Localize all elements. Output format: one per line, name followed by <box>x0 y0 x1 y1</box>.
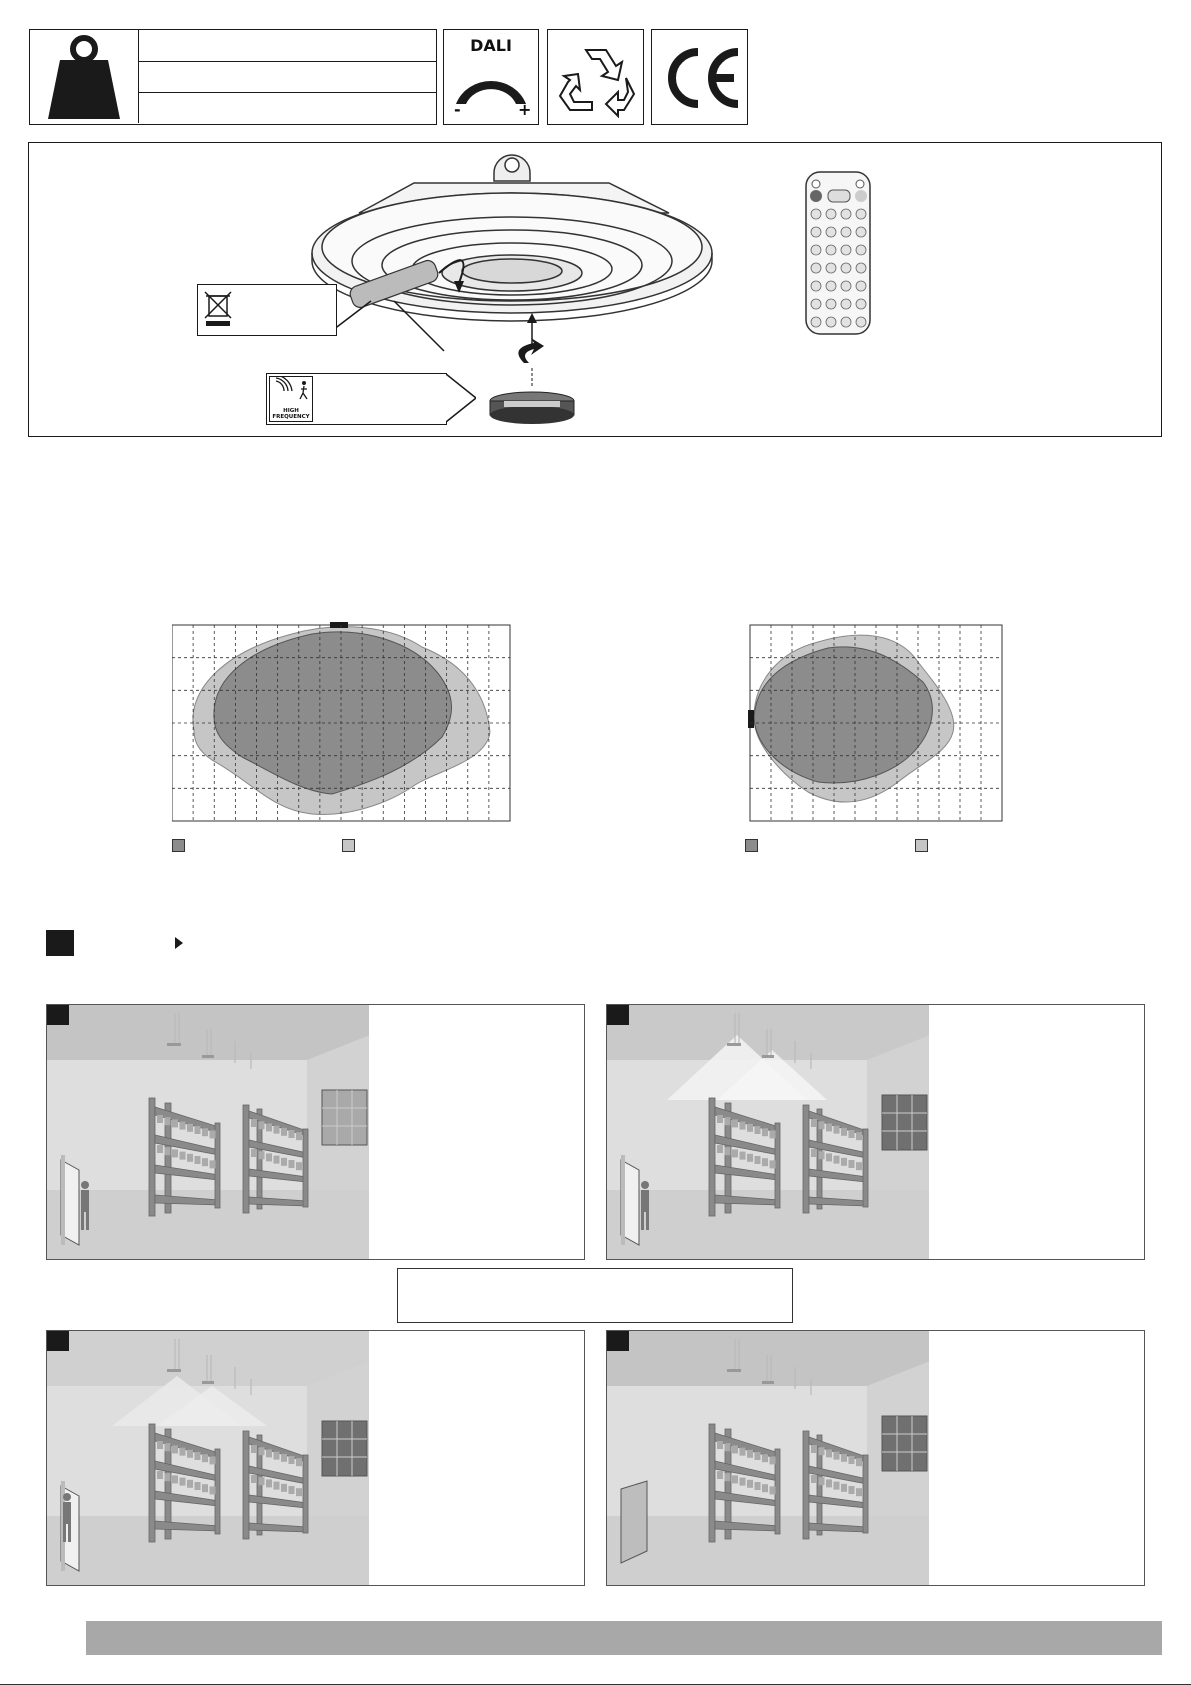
warehouse-scene-3 <box>46 1330 585 1586</box>
chart-marker <box>748 710 754 728</box>
legend-swatch-light <box>342 839 355 852</box>
ce-box <box>651 29 748 125</box>
dali-dimming-box <box>443 29 539 125</box>
dali-label: DALI <box>470 36 512 55</box>
dali-plus: + <box>518 100 532 119</box>
warehouse-scene-1 <box>46 1004 585 1260</box>
warehouse-scene-2 <box>606 1004 1145 1260</box>
scene-number-badge <box>607 1005 629 1025</box>
footer-bar <box>86 1621 1162 1655</box>
scene-description-panel <box>929 1005 1145 1259</box>
weee-callout <box>197 284 337 336</box>
scene-number-badge <box>47 1005 69 1025</box>
weight-row-divider <box>138 92 436 93</box>
product-diagram-frame <box>28 142 1162 437</box>
detection-pattern-top-view <box>172 622 512 822</box>
scene-note-box <box>397 1268 793 1323</box>
legend-swatch-dark <box>745 839 758 852</box>
ce-mark-icon <box>652 30 749 126</box>
hf-sensor-icon <box>269 376 313 422</box>
warehouse-scene-4 <box>606 1330 1145 1586</box>
recycle-box <box>547 29 644 125</box>
weight-icon <box>30 30 139 123</box>
section-number-block <box>46 930 74 956</box>
chart-marker <box>330 622 348 628</box>
weight-info-box <box>29 29 437 125</box>
weee-bin-icon <box>201 288 235 328</box>
hf-sensor-label: HIGH FREQUENCY <box>272 408 310 420</box>
weight-row-divider <box>138 61 436 62</box>
scene-description-panel <box>369 1005 585 1259</box>
scene-description-panel <box>369 1331 585 1585</box>
detection-pattern-side-view <box>748 622 1004 822</box>
remote-control-illustration <box>804 170 874 340</box>
scene-number-badge <box>607 1331 629 1351</box>
legend-swatch-dark <box>172 839 185 852</box>
sensor-callout <box>266 373 447 425</box>
triangle-right-icon <box>174 936 184 950</box>
legend-swatch-light <box>915 839 928 852</box>
recycle-icon <box>548 30 645 126</box>
scene-number-badge <box>47 1331 69 1351</box>
scene-description-panel <box>929 1331 1145 1585</box>
dali-minus: - <box>454 100 461 119</box>
